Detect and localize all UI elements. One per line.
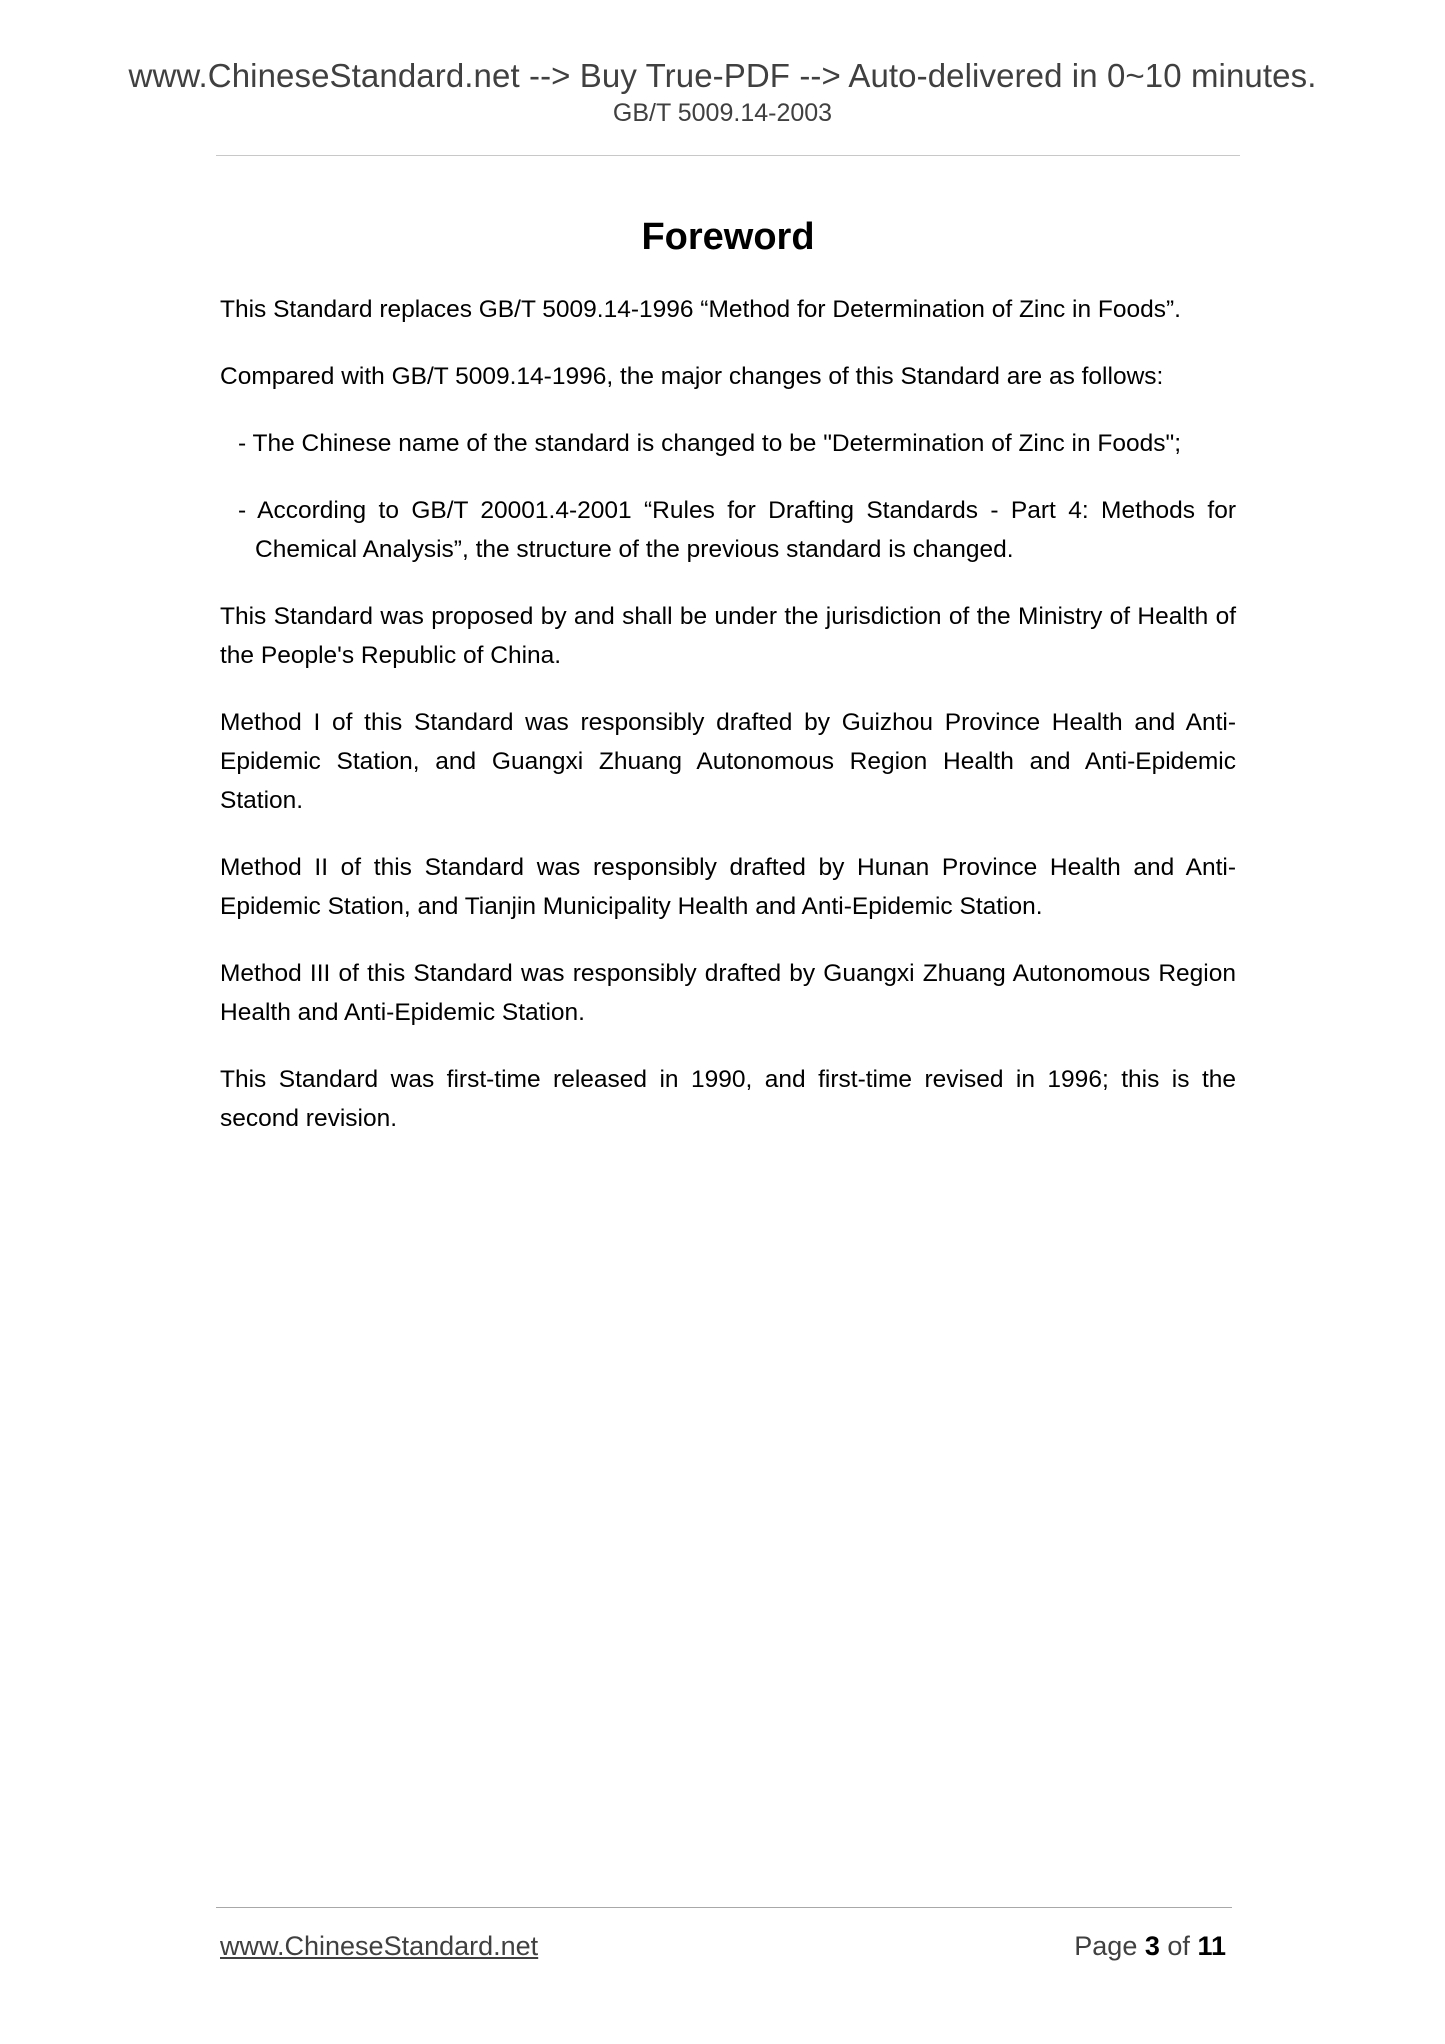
page-number (1000, 1929, 1226, 1963)
paragraph-method-iii: Method III of this Standard was responsibly drafted by Guangxi Zhuang Autonomous Region Health and Anti-Epidemic Station. (220, 960, 1236, 1026)
page-label: Page (1074, 1931, 1138, 1961)
total-pages: 11 (1197, 1931, 1226, 1961)
header-banner: www.ChineseStandard.net --> Buy True-PDF --> Auto-delivered in 0~10 minutes. (128, 57, 1317, 94)
paragraph-release-history: This Standard was first-time released in 1990, and first-time revised in 1996; this is the second revision. (220, 1066, 1236, 1132)
paragraph-replaces: This Standard replaces GB/T 5009.14-1996 “Method for Determination of Zinc in Foods”. (220, 296, 1181, 323)
footer-website-link[interactable]: www.ChineseStandard.net (220, 1931, 539, 1961)
standard-code: GB/T 5009.14-2003 (612, 99, 833, 127)
paragraph-method-ii: Method II of this Standard was responsibly drafted by Hunan Province Health and Anti-Epidemic Station, and Tianjin Municipality Health and Anti-Epidemic Station. (220, 854, 1236, 920)
page-of-label: of (1167, 1931, 1190, 1961)
page-header (0, 56, 1445, 128)
paragraph-proposed-by: This Standard was proposed by and shall be under the jurisdiction of the Ministry of Health of the People's Republic of China. (220, 603, 1236, 669)
current-page: 3 (1144, 1931, 1160, 1961)
paragraph-method-i: Method I of this Standard was responsibly drafted by Guizhou Province Health and Anti-Epidemic Station, and Guangxi Zhuang Autonomous Region Health and Anti-Epidemic Station. (220, 709, 1236, 814)
page-title: Foreword (641, 216, 815, 258)
list-item: - The Chinese name of the standard is changed to be "Determination of Zinc in Foods"; (238, 430, 1182, 457)
paragraph-changes-intro: Compared with GB/T 5009.14-1996, the major changes of this Standard are as follows: (220, 363, 1164, 390)
footer-divider (216, 1907, 1232, 1908)
header-divider (216, 155, 1240, 156)
list-item: - According to GB/T 20001.4-2001 “Rules for Drafting Standards - Part 4: Methods for Chemical Analysis”, the structure of the previous standard is changed. (238, 497, 1236, 563)
document-body (220, 210, 1236, 1166)
